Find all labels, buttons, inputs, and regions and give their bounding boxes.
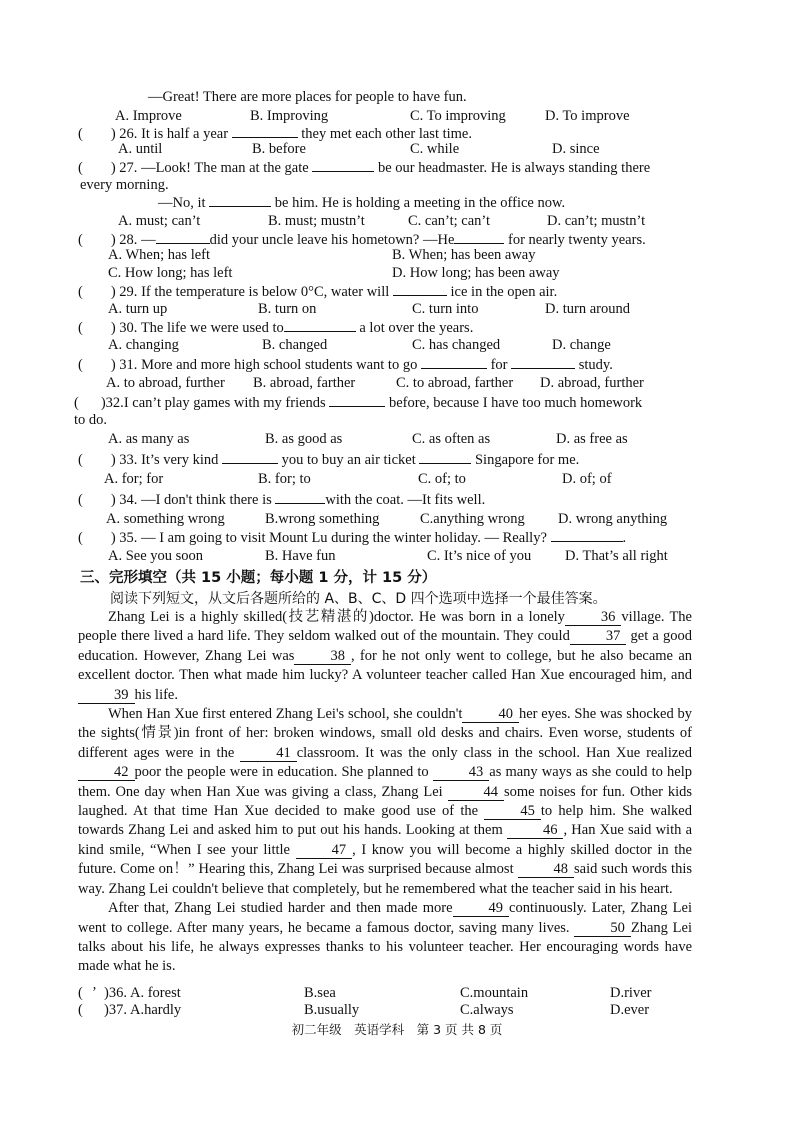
answer-bracket[interactable]: ( bbox=[78, 160, 83, 176]
blank[interactable] bbox=[156, 230, 210, 244]
blank[interactable] bbox=[393, 282, 447, 296]
q36-option-b[interactable]: B.sea bbox=[304, 985, 336, 1001]
blank[interactable] bbox=[421, 355, 487, 369]
q25-option-c[interactable]: C. To improving bbox=[410, 108, 506, 124]
q32-stem-cont: to do. bbox=[74, 412, 108, 428]
q35-option-d[interactable]: D. That’s all right bbox=[565, 548, 668, 564]
q34-stem: ( ) 34. —I don't think there is with the coat. —It fits well. bbox=[78, 492, 486, 508]
q30-options bbox=[0, 336, 794, 354]
q35-option-b[interactable]: B. Have fun bbox=[265, 548, 336, 564]
q37-row: ( )37. A.hardly B.usually C.always D.ever bbox=[78, 1002, 650, 1018]
q28-option-b[interactable]: B. When; has been away bbox=[392, 247, 536, 263]
q31-stem: ( ) 31. More and more high school students want to go for study. bbox=[78, 357, 613, 373]
q27-options bbox=[0, 212, 794, 230]
q35-option-c[interactable]: C. It’s nice of you bbox=[427, 548, 532, 564]
q37-option-c[interactable]: C.always bbox=[460, 1002, 514, 1018]
q36-option-a[interactable]: A. forest bbox=[130, 985, 181, 1001]
cloze-blank[interactable]: 36 bbox=[565, 610, 622, 626]
q27-option-a[interactable]: A. must; can’t bbox=[118, 213, 201, 229]
q32-option-a[interactable]: A. as many as bbox=[108, 431, 190, 447]
answer-bracket[interactable]: ( bbox=[78, 530, 83, 546]
q33-option-b[interactable]: B. for; to bbox=[258, 471, 311, 487]
q36-option-c[interactable]: C.mountain bbox=[460, 985, 529, 1001]
q28-options-row1 bbox=[0, 246, 794, 264]
q34-option-c[interactable]: C.anything wrong bbox=[420, 511, 525, 527]
q34-option-b[interactable]: B.wrong something bbox=[265, 511, 380, 527]
answer-bracket[interactable]: ( bbox=[78, 452, 83, 468]
q30-option-c[interactable]: C. has changed bbox=[412, 337, 501, 353]
cloze-blank[interactable]: 40 bbox=[462, 707, 519, 723]
q25-option-d[interactable]: D. To improve bbox=[545, 108, 630, 124]
q32-stem: ( )32.I can’t play games with my friends before, because I have too much homework bbox=[74, 395, 643, 411]
q35-options bbox=[0, 547, 794, 565]
blank[interactable] bbox=[275, 490, 325, 504]
cloze-blank[interactable]: 50 bbox=[574, 921, 631, 937]
q37-option-b[interactable]: B.usually bbox=[304, 1002, 360, 1018]
q31-option-b[interactable]: B. abroad, farther bbox=[253, 375, 356, 391]
cloze-blank[interactable]: 44 bbox=[448, 785, 505, 801]
q25-response: —Great! There are more places for people to have fun. bbox=[148, 89, 467, 105]
cloze-blank[interactable]: 39 bbox=[78, 688, 135, 704]
cloze-blank[interactable]: 49 bbox=[453, 901, 510, 917]
q33-option-d[interactable]: D. of; of bbox=[562, 471, 612, 487]
blank[interactable] bbox=[551, 528, 623, 542]
blank[interactable] bbox=[222, 450, 278, 464]
q29-stem: ( ) 29. If the temperature is below 0°C, water will ice in the open air. bbox=[78, 284, 558, 300]
q33-option-a[interactable]: A. for; for bbox=[104, 471, 164, 487]
q28-stem: ( ) 28. — did your uncle leave his hometown? —He for nearly twenty years. bbox=[78, 232, 646, 248]
q37-option-d[interactable]: D.ever bbox=[610, 1002, 650, 1018]
q35-stem: ( ) 35. — I am going to visit Mount Lu during the winter holiday. — Really? . bbox=[78, 530, 627, 546]
q25-option-b[interactable]: B. Improving bbox=[250, 108, 329, 124]
cloze-blank[interactable]: 43 bbox=[433, 765, 490, 781]
cloze-blank[interactable]: 45 bbox=[484, 804, 541, 820]
q30-option-a[interactable]: A. changing bbox=[108, 337, 179, 353]
q36-row: ( ʼ )36. A. forest B.sea C.mountain D.river bbox=[78, 985, 652, 1001]
q28-option-a[interactable]: A. When; has left bbox=[108, 247, 211, 263]
answer-bracket[interactable]: ( bbox=[78, 985, 83, 1001]
cloze-blank[interactable]: 48 bbox=[518, 862, 575, 878]
answer-bracket[interactable]: ( bbox=[78, 126, 83, 142]
answer-bracket[interactable]: ( bbox=[78, 284, 83, 300]
blank[interactable] bbox=[511, 355, 575, 369]
q26-option-d[interactable]: D. since bbox=[552, 141, 600, 157]
q33-stem: ( ) 33. It’s very kind you to buy an air ticket Singapore for me. bbox=[78, 452, 580, 468]
q33-option-c[interactable]: C. of; to bbox=[418, 471, 466, 487]
answer-bracket[interactable]: ( bbox=[78, 492, 83, 508]
cloze-blank[interactable]: 41 bbox=[240, 746, 297, 762]
answer-bracket[interactable]: ( bbox=[74, 395, 79, 411]
cloze-blank[interactable]: 38 bbox=[294, 649, 351, 665]
blank[interactable] bbox=[209, 193, 271, 207]
q26-option-b[interactable]: B. before bbox=[252, 141, 306, 157]
cloze-blank[interactable]: 46 bbox=[507, 823, 564, 839]
q29-option-b[interactable]: B. turn on bbox=[258, 301, 317, 317]
q30-option-b[interactable]: B. changed bbox=[262, 337, 328, 353]
blank[interactable] bbox=[312, 158, 374, 172]
q29-option-c[interactable]: C. turn into bbox=[412, 301, 479, 317]
passage-paragraph-2: When Han Xue first entered Zhang Lei's school, she couldn't 40 her eyes. She was shocked by the sights(情景)in front of her: broken windows, small old desks and chairs. Even worse, students of different ages were in the 41 classroom. It was the only class in the school. Han Xue realized 42 poor the people were in education. She planned to 43 as many ways as she could to help them. One day when Han Xue was giving a class, Zhang Lei 44 some noises for fun. Other kids laughed. At that time Han Xue decided to make good use of the 45 to help him. She walked towards Zhang Lei and asked him to put out his hands. Looking at them 46 , Han Xue said with a kind smile, “When I see your little 47 , I know you will become a highly skilled doctor in the future. Come on！” Hearing this, Zhang Lei was surprised because almost 48 said such words this way. Zhang Lei couldn't believe that completely, but he remembered what the teacher said in his heart. bbox=[78, 706, 693, 897]
q28-options-row2 bbox=[0, 264, 794, 282]
q34-options bbox=[0, 510, 794, 528]
cloze-blank[interactable]: 37 bbox=[570, 629, 627, 645]
q26-options bbox=[0, 140, 794, 158]
q27-option-c[interactable]: C. can’t; can’t bbox=[408, 213, 491, 229]
q26-stem: ( ) 26. It is half a year they met each other last time. bbox=[78, 126, 472, 142]
section-instruction: 阅读下列短文，从文后各题所给的 A、B、C、D 四个选项中选择一个最佳答案。 bbox=[110, 591, 607, 607]
q31-option-d[interactable]: D. abroad, further bbox=[540, 375, 644, 391]
q35-option-a[interactable]: A. See you soon bbox=[108, 548, 204, 564]
q31-option-c[interactable]: C. to abroad, farther bbox=[396, 375, 514, 391]
answer-bracket[interactable]: ( bbox=[78, 357, 83, 373]
q31-options bbox=[0, 374, 794, 392]
cloze-blank[interactable]: 47 bbox=[296, 843, 353, 859]
answer-bracket[interactable]: ( bbox=[78, 320, 83, 336]
q25-option-a[interactable]: A. Improve bbox=[115, 108, 182, 124]
q30-stem: ( ) 30. The life we were used to a lot over the years. bbox=[78, 320, 474, 336]
q27-option-b[interactable]: B. must; mustn’t bbox=[268, 213, 365, 229]
q37-option-a[interactable]: A.hardly bbox=[130, 1002, 182, 1018]
q27-option-d[interactable]: D. can’t; mustn’t bbox=[547, 213, 646, 229]
q32-option-b[interactable]: B. as good as bbox=[265, 431, 343, 447]
passage-paragraph-3: After that, Zhang Lei studied harder and then made more 49 continuously. Later, Zhang Lei went to college. After many years, he became a famous doctor, saving many lives. 50 Zhang Lei talks about his life, he always expresses thanks to his volunteer teacher. Her encouraging words have made what he is. bbox=[78, 900, 692, 975]
blank[interactable] bbox=[284, 318, 356, 332]
q32-option-d[interactable]: D. as free as bbox=[556, 431, 628, 447]
section-title: 三、完形填空（共 15 小题；每小题 1 分，计 15 分） bbox=[80, 570, 437, 586]
blank[interactable] bbox=[454, 230, 504, 244]
passage-paragraph-1: Zhang Lei is a highly skilled(技艺精湛的)doctor. He was born in a lonely 36 village. The people there lived a hard life. They seldom walked out of the mountain. They could 37 get a good education. However, Zhang Lei was 38 , for he not only went to college, but he also became an excellent doctor. Then what made him lucky? A volunteer teacher called Han Xue encouraged him, and39 his life. bbox=[78, 609, 693, 703]
q30-option-d[interactable]: D. change bbox=[552, 337, 611, 353]
q33-options bbox=[0, 470, 794, 488]
q31-option-a[interactable]: A. to abroad, further bbox=[106, 375, 225, 391]
q25-options bbox=[0, 107, 794, 125]
q28-option-d[interactable]: D. How long; has been away bbox=[392, 265, 560, 281]
blank[interactable] bbox=[329, 393, 385, 407]
q29-option-a[interactable]: A. turn up bbox=[108, 301, 168, 317]
q26-option-c[interactable]: C. while bbox=[410, 141, 460, 157]
q34-option-d[interactable]: D. wrong anything bbox=[558, 511, 668, 527]
q29-options bbox=[0, 300, 794, 318]
q27-stem: ( ) 27. —Look! The man at the gate be our headmaster. He is always standing there bbox=[78, 160, 651, 176]
blank[interactable] bbox=[419, 450, 471, 464]
q36-option-d[interactable]: D.river bbox=[610, 985, 652, 1001]
q27-stem-cont: every morning. bbox=[80, 177, 169, 193]
blank[interactable] bbox=[232, 124, 298, 138]
answer-bracket[interactable]: ( bbox=[78, 232, 83, 248]
cloze-blank[interactable]: 42 bbox=[78, 765, 135, 781]
q32-option-c[interactable]: C. as often as bbox=[412, 431, 491, 447]
q26-option-a[interactable]: A. until bbox=[118, 141, 163, 157]
q32-options bbox=[0, 430, 794, 448]
q28-option-c[interactable]: C. How long; has left bbox=[108, 265, 233, 281]
q29-option-d[interactable]: D. turn around bbox=[545, 301, 630, 317]
q34-option-a[interactable]: A. something wrong bbox=[106, 511, 225, 527]
q27-response: —No, it be him. He is holding a meeting in the office now. bbox=[158, 195, 566, 211]
answer-bracket[interactable]: ( bbox=[78, 1002, 83, 1018]
cloze-passage bbox=[78, 608, 692, 977]
page-footer: 初二年级 英语学科 第 3 页 共 8 页 bbox=[291, 1022, 503, 1037]
handwritten-mark: ʼ bbox=[92, 985, 97, 1001]
